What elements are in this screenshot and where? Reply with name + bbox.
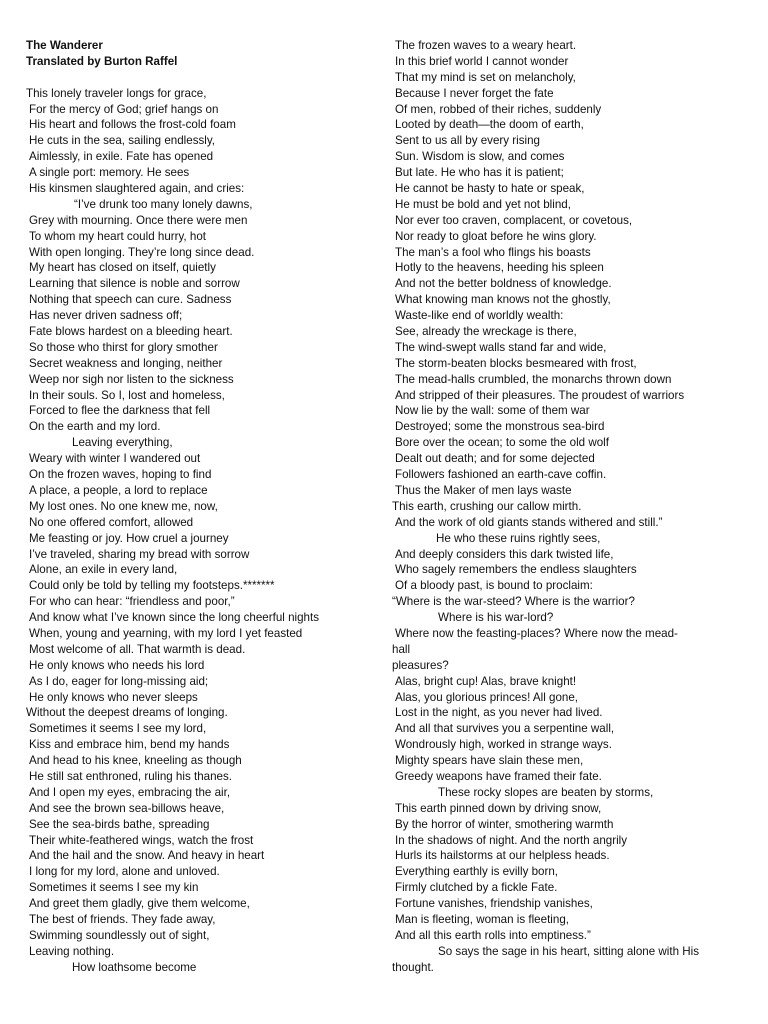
- poem-line: So those who thirst for glory smother: [29, 340, 218, 354]
- poem-line: “Where is the war-steed? Where is the warrior?: [392, 595, 635, 609]
- poem-line: In the shadows of night. And the north angrily: [395, 833, 628, 847]
- poem-line: Weary with winter I wandered out: [29, 452, 201, 466]
- poem-line: And the work of old giants stands withered and still.”: [395, 515, 663, 529]
- poem-line: pleasures?: [392, 658, 449, 672]
- poem-line: Kiss and embrace him, bend my hands: [29, 738, 230, 752]
- poem-line: Who sagely remembers the endless slaughters: [395, 563, 637, 577]
- poem-line: Learning that silence is noble and sorrow: [29, 277, 240, 291]
- poem-line: Of men, robbed of their riches, suddenly: [395, 102, 602, 116]
- poem-line: He still sat enthroned, ruling his thanes.: [29, 769, 233, 783]
- poem-line: And stripped of their pleasures. The proudest of warriors: [395, 388, 685, 402]
- poem-title: The Wanderer: [26, 39, 103, 52]
- poem-line: Nor ever too craven, complacent, or covetous,: [395, 213, 633, 227]
- poem-line: Forced to flee the darkness that fell: [29, 404, 211, 418]
- poem-line: Hurls its hailstorms at our helpless heads.: [395, 849, 610, 863]
- poem-line: And all that survives you a serpentine wall,: [395, 722, 615, 736]
- poem-line: Now lie by the wall: some of them war: [395, 404, 590, 418]
- poem-line: See the sea-birds bathe, spreading: [29, 817, 210, 831]
- poem-line: Greedy weapons have framed their fate.: [395, 769, 602, 783]
- poem-line: Secret weakness and longing, neither: [29, 356, 223, 370]
- poem-line: What knowing man knows not the ghostly,: [395, 293, 611, 307]
- poem-line: My lost ones. No one knew me, now,: [29, 499, 218, 513]
- poem-line: Sometimes it seems I see my kin: [29, 881, 199, 895]
- poem-line: Where is his war-lord?: [438, 611, 554, 625]
- spacer: [26, 70, 376, 86]
- poem-line: And see the brown sea-billows heave,: [29, 801, 225, 815]
- poem-line: His heart and follows the frost-cold foam: [29, 118, 236, 132]
- poem-line: The storm-beaten blocks besmeared with frost,: [395, 356, 637, 370]
- poem-line: Firmly clutched by a fickle Fate.: [395, 881, 558, 895]
- right-poem-lines: [392, 38, 752, 976]
- poem-line: The frozen waves to a weary heart.: [395, 39, 577, 52]
- poem-line: And greet them gladly, give them welcome,: [29, 897, 250, 911]
- translator-credit: Translated by Burton Raffel: [26, 54, 178, 68]
- poem-line: Most welcome of all. That warmth is dead.: [29, 642, 246, 656]
- poem-line: Where now the feasting-places? Where now the mead-: [395, 626, 678, 640]
- poem-line: No one offered comfort, allowed: [29, 515, 194, 529]
- poem-line: Lost in the night, as you never had lived.: [395, 706, 603, 720]
- poem-line: Followers fashioned an earth-cave coffin.: [395, 468, 607, 482]
- poem-line: Weep nor sigh nor listen to the sickness: [29, 372, 234, 386]
- poem-line: He only knows who never sleeps: [29, 690, 198, 704]
- poem-line: Sun. Wisdom is slow, and comes: [395, 150, 565, 164]
- poem-line: With open longing. They’re long since dead.: [29, 245, 255, 259]
- poem-line: hall: [392, 642, 411, 656]
- poem-line: By the horror of winter, smothering warmth: [395, 817, 614, 831]
- poem-line: Waste-like end of worldly wealth:: [395, 309, 564, 323]
- poem-line: This earth, crushing our callow mirth.: [392, 499, 582, 513]
- poem-line: As I do, eager for long-missing aid;: [29, 674, 209, 688]
- poem-line: Without the deepest dreams of longing.: [26, 706, 228, 720]
- poem-line: Everything earthly is evilly born,: [395, 865, 559, 879]
- poem-line: Grey with mourning. Once there were men: [29, 213, 248, 227]
- poem-line: And not the better boldness of knowledge.: [395, 277, 612, 291]
- poem-line: Bore over the ocean; to some the old wolf: [395, 436, 609, 450]
- poem-line: So says the sage in his heart, sitting alone with His: [438, 944, 699, 958]
- poem-line: He who these ruins rightly sees,: [436, 531, 601, 545]
- poem-line: And know what I’ve known since the long cheerful nights: [29, 611, 320, 625]
- poem-line: Fortune vanishes, friendship vanishes,: [395, 897, 593, 911]
- poem-line: Leaving everything,: [72, 436, 173, 450]
- poem-line: Nothing that speech can cure. Sadness: [29, 293, 232, 307]
- poem-line: Dealt out death; and for some dejected: [395, 452, 595, 466]
- poem-line: And I open my eyes, embracing the air,: [29, 785, 231, 799]
- poem-line: The man’s a fool who flings his boasts: [395, 245, 591, 259]
- poem-line: He cuts in the sea, sailing endlessly,: [29, 134, 216, 148]
- poem-line: Nor ready to gloat before he wins glory.: [395, 229, 597, 243]
- left-column: [26, 38, 376, 976]
- poem-line: Wondrously high, worked in strange ways.: [395, 738, 612, 752]
- poem-line: I’ve traveled, sharing my bread with sorrow: [29, 547, 250, 561]
- poem-line: Fate blows hardest on a bleeding heart.: [29, 325, 233, 339]
- poem-line: But late. He who has it is patient;: [395, 166, 564, 180]
- poem-line: A single port: memory. He sees: [29, 166, 190, 180]
- poem-line: Man is fleeting, woman is fleeting,: [395, 912, 569, 926]
- poem-line: He must be bold and yet not blind,: [395, 197, 571, 211]
- poem-line: And all this earth rolls into emptiness.”: [395, 928, 591, 942]
- poem-line: thought.: [392, 960, 434, 974]
- poem-line: The best of friends. They fade away,: [29, 912, 216, 926]
- poem-line: Leaving nothing.: [29, 944, 115, 958]
- poem-line: A place, a people, a lord to replace: [29, 483, 208, 497]
- poem-line: I long for my lord, alone and unloved.: [29, 865, 220, 879]
- poem-line: “I’ve drunk too many lonely dawns,: [74, 197, 253, 211]
- poem-line: Aimlessly, in exile. Fate has opened: [29, 150, 214, 164]
- poem-line: And deeply considers this dark twisted life,: [395, 547, 614, 561]
- poem-line: Hotly to the heavens, heeding his spleen: [395, 261, 604, 275]
- poem-line: Thus the Maker of men lays waste: [395, 483, 572, 497]
- poem-line: When, young and yearning, with my lord I yet feasted: [29, 626, 303, 640]
- poem-line: These rocky slopes are beaten by storms,: [438, 785, 654, 799]
- poem-line: Because I never forget the fate: [395, 86, 554, 100]
- poem-line: In their souls. So I, lost and homeless,: [29, 388, 225, 402]
- poem-line: On the frozen waves, hoping to find: [29, 468, 212, 482]
- poem-line: He cannot be hasty to hate or speak,: [395, 182, 585, 196]
- poem-line: He only knows who needs his lord: [29, 658, 205, 672]
- poem-line: My heart has closed on itself, quietly: [29, 261, 216, 275]
- poem-line: See, already the wreckage is there,: [395, 325, 577, 339]
- poem-line: On the earth and my lord.: [29, 420, 161, 434]
- poem-line: Swimming soundlessly out of sight,: [29, 928, 210, 942]
- poem-line: And head to his knee, kneeling as though: [29, 754, 242, 768]
- poem-line: Sent to us all by every rising: [395, 134, 540, 148]
- poem-line: Has never driven sadness off;: [29, 309, 183, 323]
- poem-line: Mighty spears have slain these men,: [395, 754, 584, 768]
- poem-line: Sometimes it seems I see my lord,: [29, 722, 207, 736]
- poem-line: Could only be told by telling my footsteps.*******: [29, 579, 275, 593]
- poem-line: In this brief world I cannot wonder: [395, 54, 569, 68]
- poem-line: Alas, you glorious princes! All gone,: [395, 690, 579, 704]
- poem-line: His kinsmen slaughtered again, and cries:: [29, 182, 245, 196]
- poem-line: And the hail and the snow. And heavy in heart: [29, 849, 265, 863]
- poem-line: How loathsome become: [72, 960, 197, 974]
- poem-line: Their white-feathered wings, watch the frost: [29, 833, 254, 847]
- poem-line: This lonely traveler longs for grace,: [26, 86, 207, 100]
- poem-line: This earth pinned down by driving snow,: [395, 801, 602, 815]
- poem-line: Destroyed; some the monstrous sea-bird: [395, 420, 605, 434]
- left-poem-lines: [26, 86, 376, 976]
- poem-line: For the mercy of God; grief hangs on: [29, 102, 219, 116]
- poem-line: Looted by death—the doom of earth,: [395, 118, 584, 132]
- poem-line: The wind-swept walls stand far and wide,: [395, 340, 607, 354]
- poem-line: To whom my heart could hurry, hot: [29, 229, 206, 243]
- poem-line: For who can hear: “friendless and poor,”: [29, 595, 235, 609]
- poem-line: Me feasting or joy. How cruel a journey: [29, 531, 229, 545]
- right-column: [392, 38, 752, 976]
- poem-line: The mead-halls crumbled, the monarchs thrown down: [395, 372, 672, 386]
- poem-line: That my mind is set on melancholy,: [395, 70, 576, 84]
- poem-line: Alone, an exile in every land,: [29, 563, 178, 577]
- poem-line: Alas, bright cup! Alas, brave knight!: [395, 674, 577, 688]
- poem-line: Of a bloody past, is bound to proclaim:: [395, 579, 593, 593]
